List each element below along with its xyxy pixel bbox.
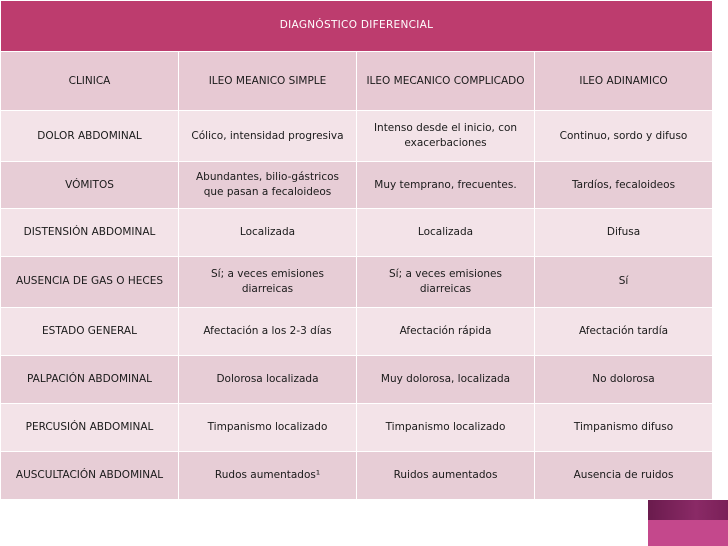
row-label: DISTENSIÓN ABDOMINAL xyxy=(1,209,179,257)
table-row xyxy=(1,111,713,162)
table-cell: Afectación a los 2-3 días xyxy=(179,307,357,355)
row-label: ESTADO GENERAL xyxy=(1,307,179,355)
table-cell: Rudos aumentados¹ xyxy=(179,451,357,499)
table-cell: Dolorosa localizada xyxy=(179,355,357,403)
table-cell: Abundantes, bilio-gástricos que pasan a fecaloideos xyxy=(179,162,357,209)
table-row xyxy=(1,355,713,403)
table-row xyxy=(1,257,713,307)
column-header: CLINICA xyxy=(1,52,179,111)
table-cell: Continuo, sordo y difuso xyxy=(535,111,713,162)
table-cell: No dolorosa xyxy=(535,355,713,403)
table-cell: Tardíos, fecaloideos xyxy=(535,162,713,209)
column-header: ILEO ADINAMICO xyxy=(535,52,713,111)
table-cell: Sí; a veces emisiones diarreicas xyxy=(357,257,535,307)
row-label: AUSENCIA DE GAS O HECES xyxy=(1,257,179,307)
row-label: PALPACIÓN ABDOMINAL xyxy=(1,355,179,403)
table-cell: Ruidos aumentados xyxy=(357,451,535,499)
table-row xyxy=(1,451,713,499)
table-row xyxy=(1,307,713,355)
table-row xyxy=(1,162,713,209)
table-cell: Sí; a veces emisiones diarreicas xyxy=(179,257,357,307)
column-header: ILEO MECANICO COMPLICADO xyxy=(357,52,535,111)
table-cell: Afectación tardía xyxy=(535,307,713,355)
table-cell: Intenso desde el inicio, con exacerbaciones xyxy=(357,111,535,162)
table-cell: Cólico, intensidad progresiva xyxy=(179,111,357,162)
table-row xyxy=(1,209,713,257)
column-header-row xyxy=(1,52,713,111)
row-label: PERCUSIÓN ABDOMINAL xyxy=(1,403,179,451)
decorative-band xyxy=(648,520,728,546)
table-cell: Localizada xyxy=(357,209,535,257)
table-title: DIAGNÓSTICO DIFERENCIAL xyxy=(1,1,713,52)
table-cell: Timpanismo localizado xyxy=(179,403,357,451)
table-cell: Difusa xyxy=(535,209,713,257)
table-row xyxy=(1,403,713,451)
table-cell: Timpanismo difuso xyxy=(535,403,713,451)
column-header: ILEO MEANICO SIMPLE xyxy=(179,52,357,111)
row-label: VÓMITOS xyxy=(1,162,179,209)
table-cell: Ausencia de ruidos xyxy=(535,451,713,499)
table-cell: Localizada xyxy=(179,209,357,257)
table-cell: Afectación rápida xyxy=(357,307,535,355)
table-cell: Timpanismo localizado xyxy=(357,403,535,451)
row-label: AUSCULTACIÓN ABDOMINAL xyxy=(1,451,179,499)
table-cell: Sí xyxy=(535,257,713,307)
row-label: DOLOR ABDOMINAL xyxy=(1,111,179,162)
table-cell: Muy temprano, frecuentes. xyxy=(357,162,535,209)
table-cell: Muy dolorosa, localizada xyxy=(357,355,535,403)
